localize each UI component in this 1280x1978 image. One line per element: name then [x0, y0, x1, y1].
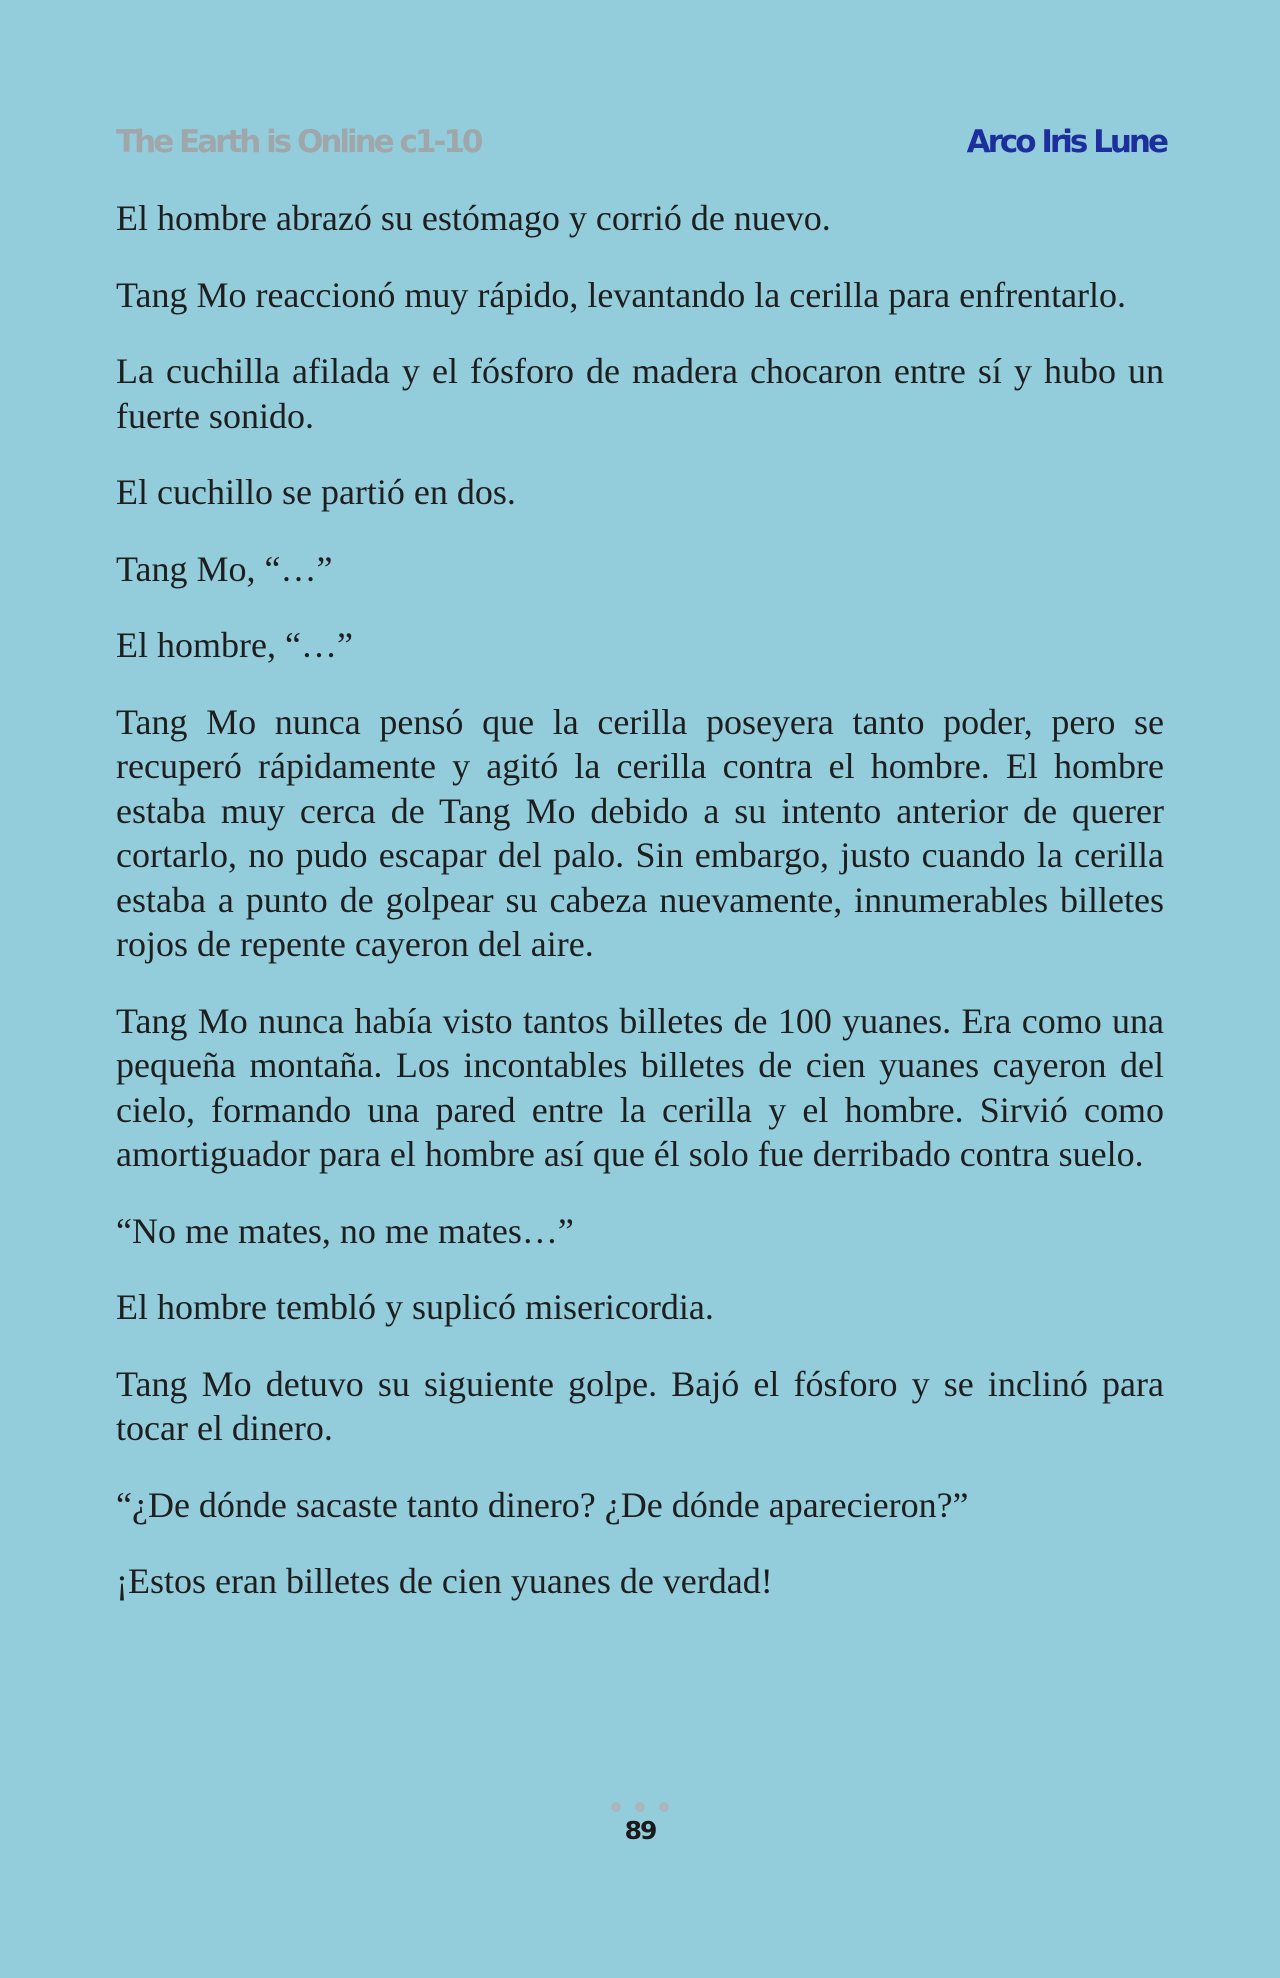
dot-icon [611, 1802, 621, 1812]
paragraph: “¿De dónde sacaste tanto dinero? ¿De dónde aparecieron?” [116, 1484, 969, 1525]
paragraph: “No me mates, no me mates…” [116, 1210, 574, 1251]
paragraph: Tang Mo, “…” [116, 548, 333, 589]
dot-icon [659, 1802, 669, 1812]
paragraph: La cuchilla afilada y el fósforo de madera chocaron entre sí y hubo un fuerte sonido. [116, 351, 1164, 436]
chapter-body [116, 196, 1164, 1636]
page-footer [0, 1802, 1280, 1845]
page-number: 89 [624, 1816, 656, 1845]
paragraph: Tang Mo nunca había visto tantos billetes de 100 yuanes. Era como una pequeña montaña. Los incontables billetes de cien yuanes cayeron del cielo, formando una pared entre la cerilla y el hombre. Sirvió como amortiguador para el hombre así que él solo fue derribado contra suelo. [116, 1000, 1164, 1174]
paragraph: Tang Mo nunca pensó que la cerilla poseyera tanto poder, pero se recuperó rápidamente y agitó la cerilla contra el hombre. El hombre estaba muy cerca de Tang Mo debido a su intento anterior de querer cortarlo, no pudo escapar del palo. Sin embargo, justo cuando la cerilla estaba a punto de golpear su cabeza nuevamente, innumerables billetes rojos de repente cayeron del aire. [116, 701, 1164, 964]
dot-icon [635, 1802, 645, 1812]
translator-credit: Arco Iris Lune [966, 124, 1166, 160]
page-header [116, 118, 1166, 166]
paragraph: Tang Mo reaccionó muy rápido, levantando la cerilla para enfrentarlo. [116, 274, 1127, 315]
paragraph: El hombre tembló y suplicó misericordia. [116, 1287, 714, 1327]
paragraph: Tang Mo detuvo su siguiente golpe. Bajó el fósforo y se inclinó para tocar el dinero. [116, 1363, 1164, 1448]
paragraph: ¡Estos eran billetes de cien yuanes de verdad! [116, 1561, 773, 1601]
paragraph: El hombre, “…” [116, 625, 353, 665]
footer-dots-ornament [0, 1802, 1280, 1814]
book-title: The Earth is Online c1-10 [116, 124, 481, 160]
paragraph: El cuchillo se partió en dos. [116, 472, 516, 512]
paragraph: El hombre abrazó su estómago y corrió de nuevo. [116, 198, 831, 238]
